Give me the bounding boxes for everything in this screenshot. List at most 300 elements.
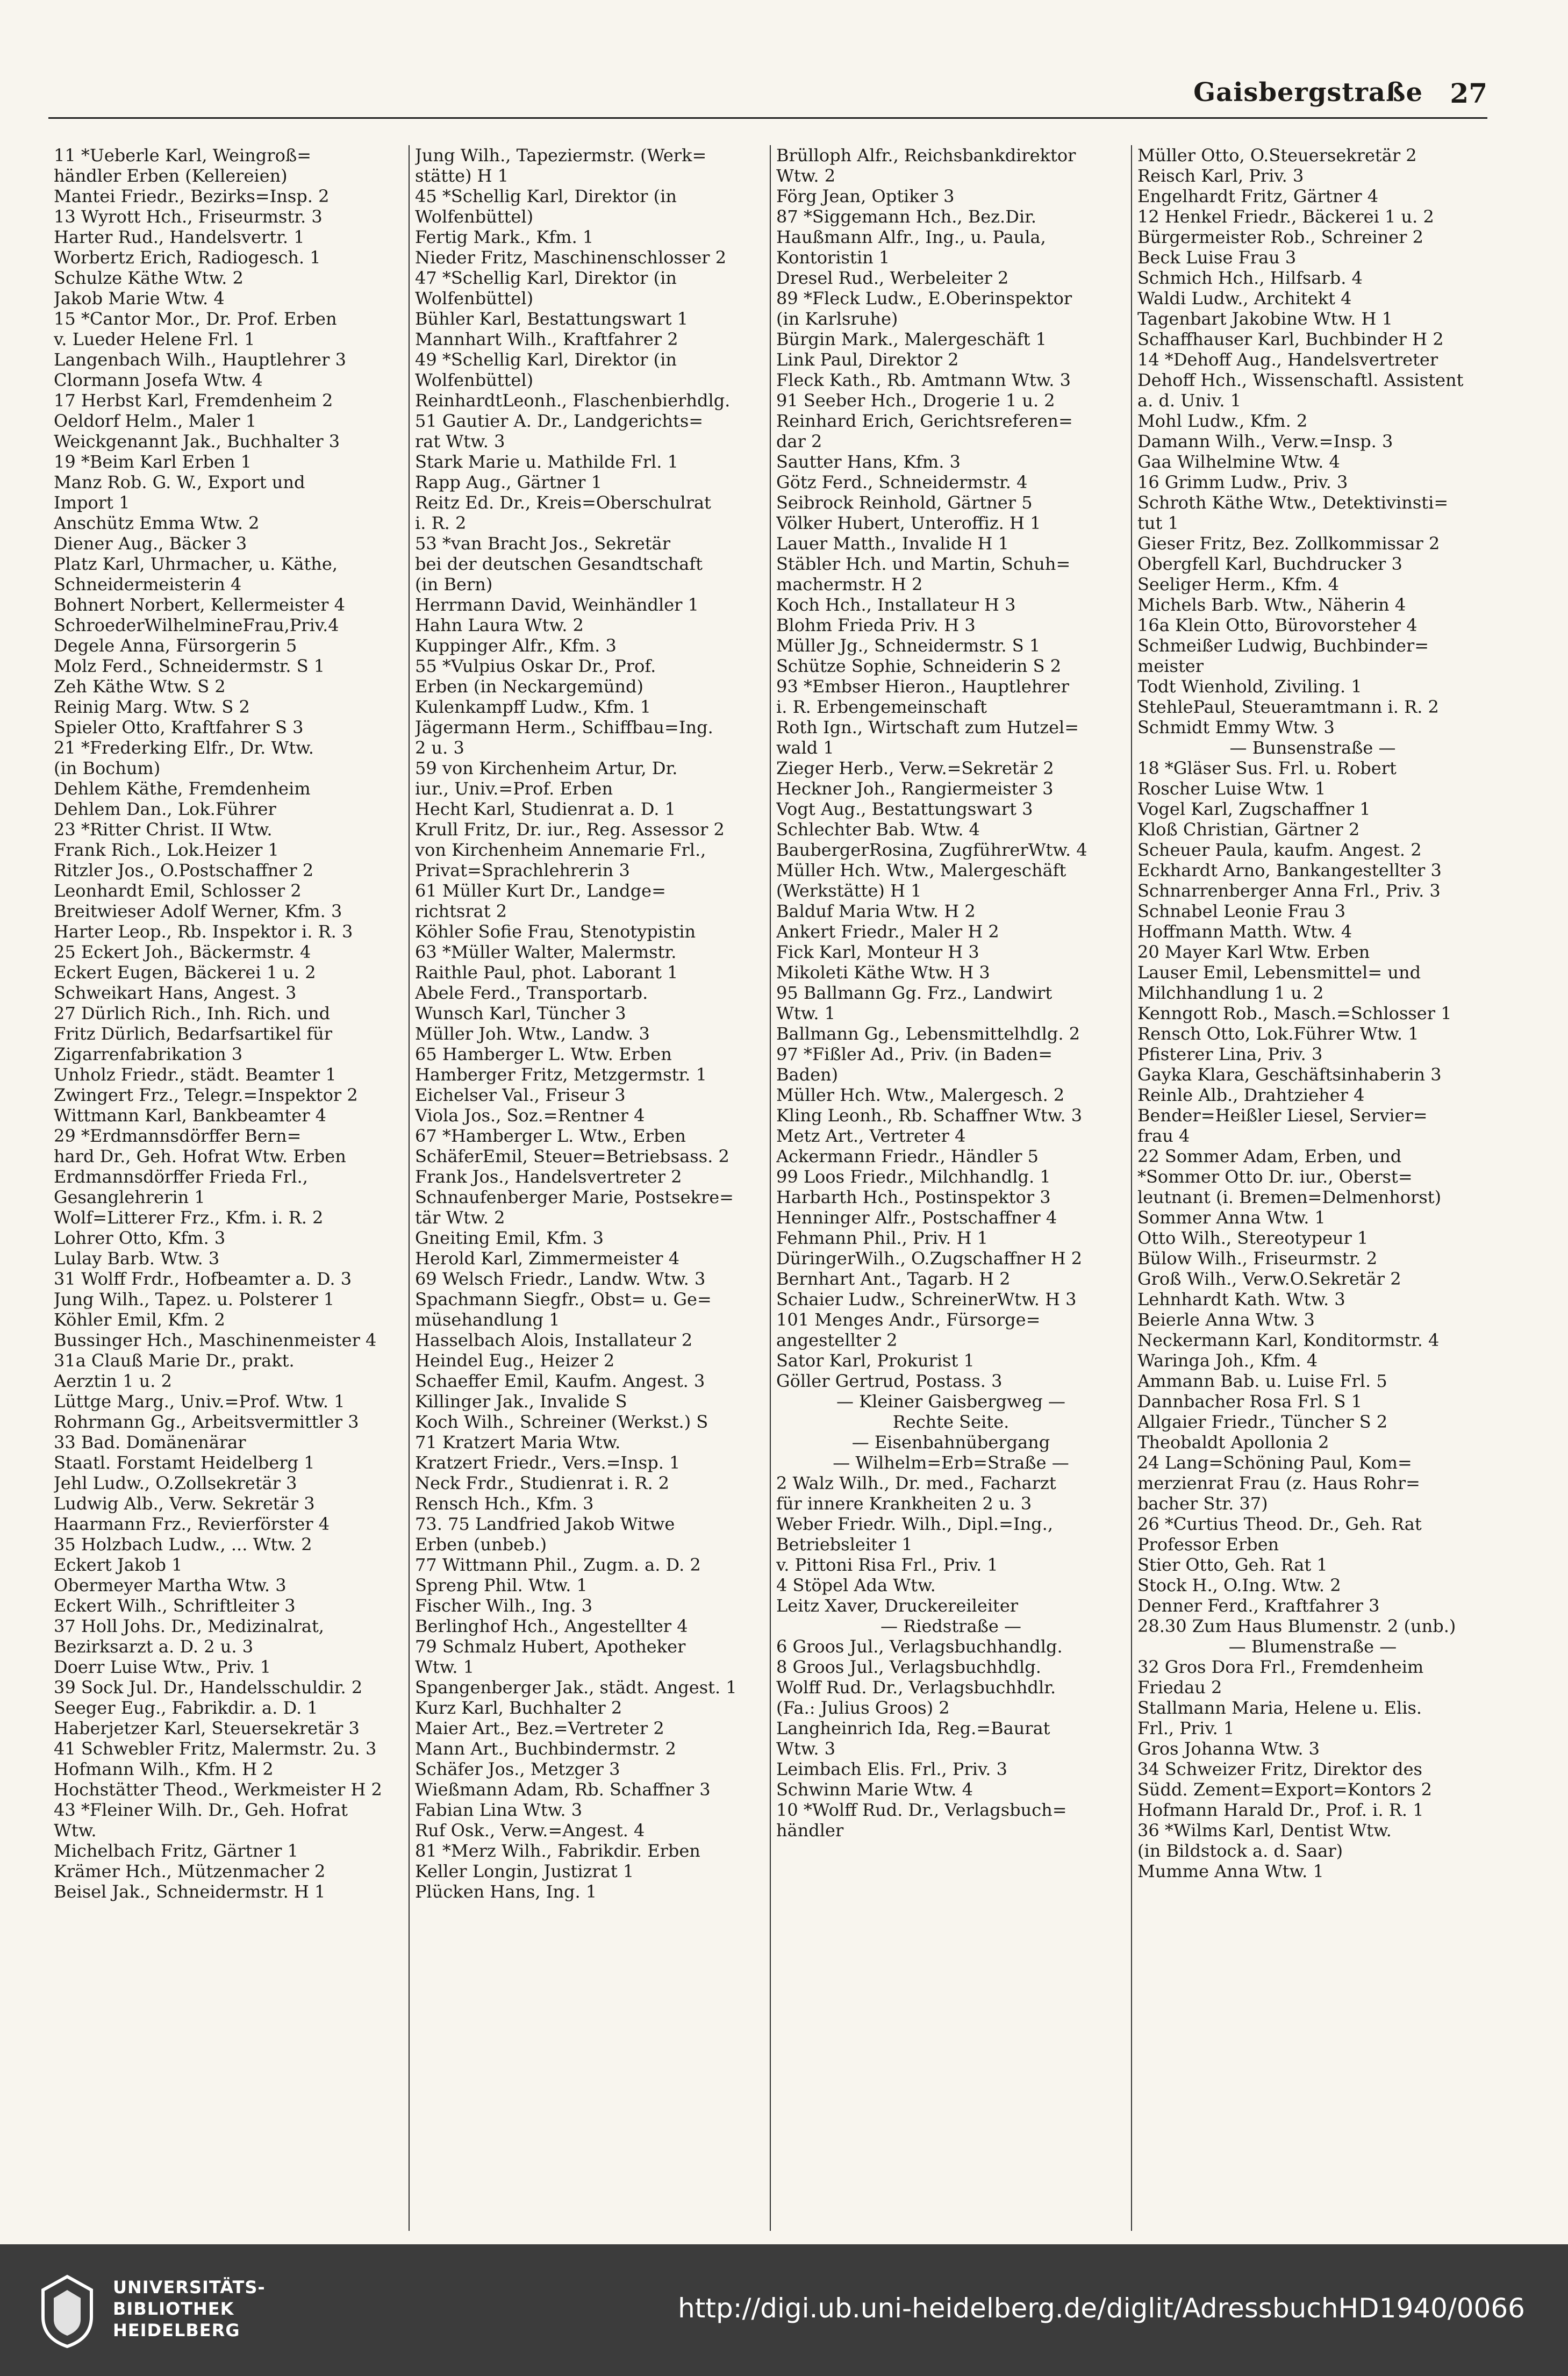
directory-entry: Harter Leop., Rb. Inspektor i. R. 3: [54, 921, 353, 942]
library-logo-text: [113, 2277, 266, 2341]
directory-entry: 21 *Frederking Elfr., Dr. Wtw.: [54, 738, 314, 758]
directory-entry: Leonhardt Emil, Schlosser 2: [54, 881, 302, 901]
directory-entry: Sommer Anna Wtw. 1: [1137, 1207, 1326, 1228]
directory-entry: Milchhandlung 1 u. 2: [1137, 983, 1324, 1003]
directory-entry: Degele Anna, Fürsorgerin 5: [54, 635, 297, 656]
directory-entry: Beck Luise Frau 3: [1137, 247, 1297, 268]
directory-entry: Keller Longin, Justizrat 1: [415, 1861, 634, 1881]
directory-entry: Lulay Barb. Wtw. 3: [54, 1248, 220, 1269]
directory-entry: Stark Marie u. Mathilde Frl. 1: [415, 452, 678, 472]
directory-entry: 77 Wittmann Phil., Zugm. a. D. 2: [415, 1555, 701, 1575]
directory-entry: Clormann Josefa Wtw. 4: [54, 370, 263, 390]
directory-entry: 36 *Wilms Karl, Dentist Wtw.: [1137, 1820, 1392, 1841]
directory-entry: 18 *Gläser Sus. Frl. u. Robert: [1137, 758, 1397, 778]
directory-entry: Mantei Friedr., Bezirks=Insp. 2: [54, 186, 330, 206]
directory-entry: Anschütz Emma Wtw. 2: [54, 513, 260, 533]
directory-entry: — Blumenstraße —: [1228, 1636, 1397, 1657]
directory-entry: Friedau 2: [1137, 1677, 1222, 1698]
directory-entry: SchroederWilhelmineFrau,Priv.4: [54, 615, 339, 635]
directory-entry: 89 *Fleck Ludw., E.Oberinspektor: [776, 288, 1072, 309]
directory-entry: Harter Rud., Handelsvertr. 1: [54, 227, 305, 247]
directory-entry: Fischer Wilh., Ing. 3: [415, 1595, 593, 1616]
directory-entry: Vogel Karl, Zugschaffner 1: [1137, 799, 1371, 819]
directory-entry: Kulenkampff Ludw., Kfm. 1: [415, 697, 651, 717]
directory-entry: (in Bern): [415, 574, 493, 595]
directory-entry: Stock H., O.Ing. Wtw. 2: [1137, 1575, 1341, 1595]
directory-entry: Erdmannsdörffer Frieda Frl.,: [54, 1166, 308, 1187]
directory-entry: Kuppinger Alfr., Kfm. 3: [415, 635, 617, 656]
column-4: [1132, 145, 1493, 2231]
directory-entry: Mann Art., Buchbindermstr. 2: [415, 1738, 676, 1759]
directory-entry: Heckner Joh., Rangiermeister 3: [776, 778, 1054, 799]
directory-entry: Götz Ferd., Schneidermstr. 4: [776, 472, 1028, 492]
directory-entry: Ruf Osk., Verw.=Angest. 4: [415, 1820, 645, 1841]
directory-entry: Privat=Sprachlehrerin 3: [415, 860, 630, 881]
directory-entry: Schwinn Marie Wtw. 4: [776, 1779, 973, 1800]
directory-entry: Rensch Otto, Lok.Führer Wtw. 1: [1137, 1024, 1419, 1044]
directory-entry: Bender=Heißler Liesel, Servier=: [1137, 1105, 1428, 1126]
directory-entry: 93 *Embser Hieron., Hauptlehrer: [776, 676, 1069, 697]
directory-entry: Langheinrich Ida, Reg.=Baurat: [776, 1718, 1050, 1738]
directory-entry: angestellter 2: [776, 1330, 898, 1350]
directory-entry: 61 Müller Kurt Dr., Landge=: [415, 881, 666, 901]
directory-entry: Stier Otto, Geh. Rat 1: [1137, 1555, 1328, 1575]
directory-entry: Gros Johanna Wtw. 3: [1137, 1738, 1320, 1759]
directory-entry: Nieder Fritz, Maschinenschlosser 2: [415, 247, 727, 268]
directory-entry: Fehmann Phil., Priv. H 1: [776, 1228, 989, 1248]
logo-line: BIBLIOTHEK: [113, 2299, 234, 2319]
directory-entry: Spangenberger Jak., städt. Angest. 1: [415, 1677, 737, 1698]
directory-entry: Damann Wilh., Verw.=Insp. 3: [1137, 431, 1393, 452]
directory-entry: Schäfer Jos., Metzger 3: [415, 1759, 620, 1779]
directory-entry: hard Dr., Geh. Hofrat Wtw. Erben: [54, 1146, 346, 1166]
directory-entry: Todt Wienhold, Ziviling. 1: [1137, 676, 1362, 697]
directory-entry: Wolfenbüttel): [415, 288, 534, 309]
directory-entry: 79 Schmalz Hubert, Apotheker: [415, 1636, 686, 1657]
directory-entry: Bernhart Ant., Tagarb. H 2: [776, 1269, 1011, 1289]
directory-entry: iur., Univ.=Prof. Erben: [415, 778, 613, 799]
directory-entry: 16a Klein Otto, Bürovorsteher 4: [1137, 615, 1417, 635]
directory-entry: meister: [1137, 656, 1204, 676]
directory-entry: Rohrmann Gg., Arbeitsvermittler 3: [54, 1412, 359, 1432]
directory-entry: Reinhard Erich, Gerichtsreferen=: [776, 411, 1073, 431]
directory-entry: Roth Ign., Wirtschaft zum Hutzel=: [776, 717, 1079, 738]
directory-entry: i. R. 2: [415, 513, 467, 533]
directory-entry: Mannhart Wilh., Kraftfahrer 2: [415, 329, 678, 349]
logo-line: UNIVERSITÄTS-: [113, 2277, 266, 2298]
directory-entry: Krull Fritz, Dr. iur., Reg. Assessor 2: [415, 819, 725, 840]
directory-entry: 59 von Kirchenheim Artur, Dr.: [415, 758, 678, 778]
directory-entry: 32 Gros Dora Frl., Fremdenheim: [1137, 1657, 1424, 1677]
directory-entry: Henninger Alfr., Postschaffner 4: [776, 1207, 1057, 1228]
directory-entry: Bussinger Hch., Maschinenmeister 4: [54, 1330, 377, 1350]
directory-entry: Schmidt Emmy Wtw. 3: [1137, 717, 1335, 738]
directory-entry: Breitwieser Adolf Werner, Kfm. 3: [54, 901, 342, 921]
directory-entry: Schmeißer Ludwig, Buchbinder=: [1137, 635, 1429, 656]
directory-entry: Schnaufenberger Marie, Postsekre=: [415, 1187, 734, 1207]
directory-entry: DüringerWilh., O.Zugschaffner H 2: [776, 1248, 1083, 1269]
directory-entry: rat Wtw. 3: [415, 431, 505, 452]
directory-entry: Müller Hch. Wtw., Malergeschäft: [776, 860, 1066, 881]
directory-entry: Zeh Käthe Wtw. S 2: [54, 676, 226, 697]
directory-entry: Langenbach Wilh., Hauptlehrer 3: [54, 349, 346, 370]
directory-entry: Viola Jos., Soz.=Rentner 4: [415, 1105, 645, 1126]
directory-entry: Kling Leonh., Rb. Schaffner Wtw. 3: [776, 1105, 1083, 1126]
directory-entry: händler: [776, 1820, 844, 1841]
directory-entry: Metz Art., Vertreter 4: [776, 1126, 966, 1146]
directory-entry: Förg Jean, Optiker 3: [776, 186, 955, 206]
directory-entry: Brülloph Alfr., Reichsbankdirektor: [776, 145, 1076, 166]
directory-entry: Oeldorf Helm., Maler 1: [54, 411, 257, 431]
directory-entry: Hochstätter Theod., Werkmeister H 2: [54, 1779, 382, 1800]
directory-entry: Frank Jos., Handelsvertreter 2: [415, 1166, 682, 1187]
directory-entry: 69 Welsch Friedr., Landw. Wtw. 3: [415, 1269, 706, 1289]
directory-entry: 8 Groos Jul., Verlagsbuchhdlg.: [776, 1657, 1041, 1677]
directory-entry: leutnant (i. Bremen=Delmenhorst): [1137, 1187, 1442, 1207]
directory-entry: 73. 75 Landfried Jakob Witwe: [415, 1514, 675, 1534]
directory-entry: für innere Krankheiten 2 u. 3: [776, 1493, 1032, 1514]
directory-entry: Staatl. Forstamt Heidelberg 1: [54, 1452, 315, 1473]
directory-entry: Fick Karl, Monteur H 3: [776, 942, 979, 962]
directory-entry: Scheuer Paula, kaufm. Angest. 2: [1137, 840, 1422, 860]
directory-entry: 10 *Wolff Rud. Dr., Verlagsbuch=: [776, 1800, 1067, 1820]
directory-entry: 35 Holzbach Ludw., ... Wtw. 2: [54, 1534, 312, 1555]
directory-entry: Völker Hubert, Unteroffiz. H 1: [776, 513, 1041, 533]
directory-entry: Heindel Eug., Heizer 2: [415, 1350, 615, 1371]
directory-entry: Hofmann Harald Dr., Prof. i. R. 1: [1137, 1800, 1424, 1820]
directory-entry: Lauser Emil, Lebensmittel= und: [1137, 962, 1421, 983]
directory-entry: 91 Seeber Hch., Drogerie 1 u. 2: [776, 390, 1055, 411]
directory-entry: Michelbach Fritz, Gärtner 1: [54, 1841, 298, 1861]
directory-entry: 99 Loos Friedr., Milchhandlg. 1: [776, 1166, 1051, 1187]
directory-entry: Gaa Wilhelmine Wtw. 4: [1137, 452, 1340, 472]
directory-entry: 11 *Ueberle Karl, Weingroß=: [54, 145, 312, 166]
directory-entry: Gayka Klara, Geschäftsinhaberin 3: [1137, 1064, 1442, 1085]
directory-entry: Bürgin Mark., Malergeschäft 1: [776, 329, 1047, 349]
directory-entry: Krämer Hch., Mützenmacher 2: [54, 1861, 326, 1881]
directory-entry: Koch Hch., Installateur H 3: [776, 595, 1016, 615]
street-title: Gaisbergstraße: [1193, 77, 1423, 108]
directory-entry: Dehoff Hch., Wissenschaftl. Assistent: [1137, 370, 1464, 390]
directory-entry: Reisch Karl, Priv. 3: [1137, 166, 1304, 186]
directory-entry: Wtw.: [54, 1820, 97, 1841]
directory-entry: 27 Dürlich Rich., Inh. Rich. und: [54, 1003, 331, 1024]
directory-entry: Eckert Jakob 1: [54, 1555, 183, 1575]
directory-entry: Hoffmann Matth. Wtw. 4: [1137, 921, 1352, 942]
directory-entry: — Kleiner Gaisbergweg —: [836, 1391, 1065, 1412]
directory-entry: Reinle Alb., Drahtzieher 4: [1137, 1085, 1365, 1105]
directory-entry: 25 Eckert Joh., Bäckermstr. 4: [54, 942, 311, 962]
directory-entry: Seeger Eug., Fabrikdir. a. D. 1: [54, 1698, 318, 1718]
column-3: [771, 145, 1132, 2231]
directory-entry: Wtw. 1: [415, 1657, 475, 1677]
directory-entry: Plücken Hans, Ing. 1: [415, 1881, 597, 1902]
directory-entry: 15 *Cantor Mor., Dr. Prof. Erben: [54, 309, 337, 329]
directory-entry: Harbarth Hch., Postinspektor 3: [776, 1187, 1051, 1207]
directory-entry: Spachmann Siegfr., Obst= u. Ge=: [415, 1289, 712, 1309]
directory-entry: Köhler Sofie Frau, Stenotypistin: [415, 921, 696, 942]
directory-entry: Beisel Jak., Schneidermstr. H 1: [54, 1881, 326, 1902]
directory-entry: Lauer Matth., Invalide H 1: [776, 533, 1009, 554]
directory-entry: 4 Stöpel Ada Wtw.: [776, 1575, 936, 1595]
directory-entry: Südd. Zement=Export=Kontors 2: [1137, 1779, 1432, 1800]
directory-entry: 39 Sock Jul. Dr., Handelsschuldir. 2: [54, 1677, 363, 1698]
directory-entry: Engelhardt Fritz, Gärtner 4: [1137, 186, 1379, 206]
directory-entry: Köhler Emil, Kfm. 2: [54, 1309, 225, 1330]
directory-entry: Eckert Wilh., Schriftleiter 3: [54, 1595, 296, 1616]
directory-entry: Diener Aug., Bäcker 3: [54, 533, 247, 554]
directory-entry: Reitz Ed. Dr., Kreis=Oberschulrat: [415, 492, 711, 513]
directory-entry: Michels Barb. Wtw., Näherin 4: [1137, 595, 1406, 615]
directory-entry: Zieger Herb., Verw.=Sekretär 2: [776, 758, 1054, 778]
directory-entry: Maier Art., Bez.=Vertreter 2: [415, 1718, 664, 1738]
directory-entry: richtsrat 2: [415, 901, 507, 921]
directory-entry: Rapp Aug., Gärtner 1: [415, 472, 602, 492]
directory-entry: *Sommer Otto Dr. iur., Oberst=: [1137, 1166, 1413, 1187]
directory-entry: Gieser Fritz, Bez. Zollkommissar 2: [1137, 533, 1440, 554]
directory-entry: Fleck Kath., Rb. Amtmann Wtw. 3: [776, 370, 1071, 390]
directory-entry: Gesanglehrerin 1: [54, 1187, 205, 1207]
directory-entry: Jakob Marie Wtw. 4: [54, 288, 225, 309]
directory-entry: Wolfenbüttel): [415, 206, 534, 227]
directory-entry: 101 Menges Andr., Fürsorge=: [776, 1309, 1041, 1330]
directory-entry: Müller Hch. Wtw., Malergesch. 2: [776, 1085, 1065, 1105]
directory-entry: Rechte Seite.: [892, 1412, 1009, 1432]
directory-entry: Wießmann Adam, Rb. Schaffner 3: [415, 1779, 711, 1800]
directory-entry: Leitz Xaver, Druckereileiter: [776, 1595, 1019, 1616]
directory-entry: Jehl Ludw., O.Zollsekretär 3: [54, 1473, 297, 1493]
directory-entry: Schneidermeisterin 4: [54, 574, 242, 595]
directory-entry: Kenngott Rob., Masch.=Schlosser 1: [1137, 1003, 1452, 1024]
directory-entry: Lüttge Marg., Univ.=Prof. Wtw. 1: [54, 1391, 345, 1412]
directory-entry: 97 *Fißler Ad., Priv. (in Baden=: [776, 1044, 1053, 1064]
directory-entry: Schütze Sophie, Schneiderin S 2: [776, 656, 1062, 676]
directory-entry: Müller Jg., Schneidermstr. S 1: [776, 635, 1041, 656]
directory-entry: Kratzert Friedr., Vers.=Insp. 1: [415, 1452, 681, 1473]
directory-entry: Wtw. 2: [776, 166, 836, 186]
directory-entry: (Werkstätte) H 1: [776, 881, 922, 901]
column-1: [48, 145, 410, 2231]
directory-entry: Eckhardt Arno, Bankangestellter 3: [1137, 860, 1442, 881]
directory-entry: Neckermann Karl, Konditormstr. 4: [1137, 1330, 1440, 1350]
directory-entry: Wunsch Karl, Tüncher 3: [415, 1003, 626, 1024]
directory-entry: Fertig Mark., Kfm. 1: [415, 227, 594, 247]
directory-entry: (in Bildstock a. d. Saar): [1137, 1841, 1343, 1861]
directory-entry: SchäferEmil, Steuer=Betriebsass. 2: [415, 1146, 729, 1166]
directory-entry: Ammann Bab. u. Luise Frl. 5: [1137, 1371, 1387, 1391]
directory-entry: Bühler Karl, Bestattungswart 1: [415, 309, 689, 329]
directory-entry: Raithle Paul, phot. Laborant 1: [415, 962, 678, 983]
directory-entry: Bülow Wilh., Friseurmstr. 2: [1137, 1248, 1378, 1269]
directory-entry: Leimbach Elis. Frl., Priv. 3: [776, 1759, 1007, 1779]
directory-entry: Dannbacher Rosa Frl. S 1: [1137, 1391, 1363, 1412]
directory-entry: Hofmann Wilh., Kfm. H 2: [54, 1759, 274, 1779]
directory-entry: 28.30 Zum Haus Blumenstr. 2 (unb.): [1137, 1616, 1456, 1636]
directory-entry: ReinhardtLeonh., Flaschenbierhdlg.: [415, 390, 731, 411]
directory-entry: Frl., Priv. 1: [1137, 1718, 1235, 1738]
directory-entry: Jung Wilh., Tapez. u. Polsterer 1: [54, 1289, 335, 1309]
directory-entry: Pfisterer Lina, Priv. 3: [1137, 1044, 1323, 1064]
directory-entry: Sator Karl, Prokurist 1: [776, 1350, 975, 1371]
directory-entry: Theobaldt Apollonia 2: [1137, 1432, 1329, 1452]
directory-entry: Denner Ferd., Kraftfahrer 3: [1137, 1595, 1380, 1616]
directory-entry: 13 Wyrott Hch., Friseurmstr. 3: [54, 206, 323, 227]
directory-entry: Ritzler Jos., O.Postschaffner 2: [54, 860, 314, 881]
directory-entry: Göller Gertrud, Postass. 3: [776, 1371, 1003, 1391]
directory-entry: 55 *Vulpius Oskar Dr., Prof.: [415, 656, 656, 676]
directory-entry: Hecht Karl, Studienrat a. D. 1: [415, 799, 676, 819]
directory-entry: Link Paul, Direktor 2: [776, 349, 959, 370]
directory-entry: Bohnert Norbert, Kellermeister 4: [54, 595, 345, 615]
page-number: 27: [1450, 77, 1487, 109]
directory-entry: 87 *Siggemann Hch., Bez.Dir.: [776, 206, 1037, 227]
directory-entry: (in Karlsruhe): [776, 309, 898, 329]
directory-entry: Wtw. 3: [776, 1738, 836, 1759]
university-seal-icon: [38, 2274, 97, 2349]
directory-entry: dar 2: [776, 431, 822, 452]
directory-entry: Erben (unbeb.): [415, 1534, 547, 1555]
directory-entry: 6 Groos Jul., Verlagsbuchhandlg.: [776, 1636, 1063, 1657]
directory-entry: 71 Kratzert Maria Wtw.: [415, 1432, 621, 1452]
directory-entry: 19 *Beim Karl Erben 1: [54, 452, 252, 472]
directory-entry: Müller Joh. Wtw., Landw. 3: [415, 1024, 650, 1044]
directory-entry: Weickgenannt Jak., Buchhalter 3: [54, 431, 340, 452]
directory-entry: Lehnhardt Kath. Wtw. 3: [1137, 1289, 1345, 1309]
directory-entry: Platz Karl, Uhrmacher, u. Käthe,: [54, 554, 338, 574]
directory-entry: Zigarrenfabrikation 3: [54, 1044, 243, 1064]
directory-entry: Schweikart Hans, Angest. 3: [54, 983, 297, 1003]
directory-entry: Wolff Rud. Dr., Verlagsbuchhdlr.: [776, 1677, 1056, 1698]
directory-entry: Schnabel Leonie Frau 3: [1137, 901, 1346, 921]
directory-entry: tut 1: [1137, 513, 1179, 533]
directory-entry: Vogt Aug., Bestattungswart 3: [776, 799, 1033, 819]
directory-entry: i. R. Erbengemeinschaft: [776, 697, 987, 717]
directory-entry: BaubergerRosina, ZugführerWtw. 4: [776, 840, 1087, 860]
directory-entry: Fabian Lina Wtw. 3: [415, 1800, 583, 1820]
directory-entry: Killinger Jak., Invalide S: [415, 1391, 627, 1412]
directory-entry: 41 Schwebler Fritz, Malermstr. 2u. 3: [54, 1738, 377, 1759]
directory-entry: 37 Holl Johs. Dr., Medizinalrat,: [54, 1616, 324, 1636]
directory-entry: — Riedstraße —: [880, 1616, 1022, 1636]
directory-entry: 12 Henkel Friedr., Bäckerei 1 u. 2: [1137, 206, 1434, 227]
directory-entry: Bürgermeister Rob., Schreiner 2: [1137, 227, 1423, 247]
directory-entry: Import 1: [54, 492, 130, 513]
directory-entry: Professor Erben: [1137, 1534, 1279, 1555]
directory-entry: 20 Mayer Karl Wtw. Erben: [1137, 942, 1370, 962]
directory-entry: Müller Otto, O.Steuersekretär 2: [1137, 145, 1417, 166]
directory-entry: Eckert Eugen, Bäckerei 1 u. 2: [54, 962, 316, 983]
directory-entry: merzienrat Frau (z. Haus Rohr=: [1137, 1473, 1420, 1493]
directory-entry: Neck Frdr., Studienrat i. R. 2: [415, 1473, 670, 1493]
directory-entry: Stäbler Hch. und Martin, Schuh=: [776, 554, 1071, 574]
directory-entry: Hamberger Fritz, Metzgermstr. 1: [415, 1064, 707, 1085]
directory-entry: Kontoristin 1: [776, 247, 890, 268]
directory-entry: Rensch Hch., Kfm. 3: [415, 1493, 594, 1514]
directory-entry: Schaffhauser Karl, Buchbinder H 2: [1137, 329, 1444, 349]
directory-entry: Herrmann David, Weinhändler 1: [415, 595, 699, 615]
directory-entry: Obermeyer Martha Wtw. 3: [54, 1575, 287, 1595]
directory-entry: Hahn Laura Wtw. 2: [415, 615, 584, 635]
directory-entry: Ankert Friedr., Maler H 2: [776, 921, 999, 942]
directory-entry: wald 1: [776, 738, 834, 758]
directory-entry: StehlePaul, Steueramtmann i. R. 2: [1137, 697, 1439, 717]
directory-entry: — Bunsenstraße —: [1229, 738, 1396, 758]
directory-entry: Ackermann Friedr., Händler 5: [776, 1146, 1039, 1166]
directory-entry: Gneiting Emil, Kfm. 3: [415, 1228, 604, 1248]
directory-entry: 16 Grimm Ludw., Priv. 3: [1137, 472, 1348, 492]
directory-entry: 49 *Schellig Karl, Direktor (in: [415, 349, 677, 370]
columns-container: [48, 145, 1494, 2231]
directory-entry: Hasselbach Alois, Installateur 2: [415, 1330, 693, 1350]
directory-entry: 81 *Merz Wilh., Fabrikdir. Erben: [415, 1841, 700, 1861]
directory-entry: Dehlem Käthe, Fremdenheim: [54, 778, 311, 799]
directory-entry: Wolf=Litterer Frz., Kfm. i. R. 2: [54, 1207, 324, 1228]
directory-entry: Erben (in Neckargemünd): [415, 676, 643, 697]
source-url-link[interactable]: http://digi.ub.uni-heidelberg.de/diglit/AdressbuchHD1940/0066: [678, 2293, 1525, 2324]
directory-entry: (in Bochum): [54, 758, 161, 778]
directory-entry: Blohm Frieda Priv. H 3: [776, 615, 976, 635]
directory-entry: Herold Karl, Zimmermeister 4: [415, 1248, 680, 1269]
directory-entry: v. Lueder Helene Frl. 1: [54, 329, 255, 349]
directory-entry: 67 *Hamberger L. Wtw., Erben: [415, 1126, 686, 1146]
directory-entry: 29 *Erdmannsdörffer Bern=: [54, 1126, 302, 1146]
directory-entry: 51 Gautier A. Dr., Landgerichts=: [415, 411, 704, 431]
directory-entry: händler Erben (Kellereien): [54, 166, 288, 186]
column-2: [410, 145, 771, 2231]
directory-entry: 22 Sommer Adam, Erben, und: [1137, 1146, 1402, 1166]
directory-entry: — Eisenbahnübergang: [851, 1432, 1050, 1452]
directory-entry: stätte) H 1: [415, 166, 509, 186]
directory-entry: — Wilhelm=Erb=Straße —: [833, 1452, 1069, 1473]
directory-entry: von Kirchenheim Annemarie Frl.,: [415, 840, 706, 860]
directory-entry: Mohl Ludw., Kfm. 2: [1137, 411, 1308, 431]
directory-entry: Haußmann Alfr., Ing., u. Paula,: [776, 227, 1046, 247]
directory-entry: Jung Wilh., Tapeziermstr. (Werk=: [415, 145, 707, 166]
directory-entry: 43 *Fleiner Wilh. Dr., Geh. Hofrat: [54, 1800, 348, 1820]
directory-entry: v. Pittoni Risa Frl., Priv. 1: [776, 1555, 998, 1575]
directory-entry: Schnarrenberger Anna Frl., Priv. 3: [1137, 881, 1441, 901]
directory-entry: Zwingert Frz., Telegr.=Inspektor 2: [54, 1085, 358, 1105]
library-footer: [0, 2244, 1568, 2376]
directory-entry: Wolfenbüttel): [415, 370, 534, 390]
directory-entry: Roscher Luise Wtw. 1: [1137, 778, 1326, 799]
directory-entry: (Fa.: Julius Groos) 2: [776, 1698, 950, 1718]
directory-entry: Doerr Luise Wtw., Priv. 1: [54, 1657, 271, 1677]
directory-entry: Weber Friedr. Wilh., Dipl.=Ing.,: [776, 1514, 1053, 1534]
directory-entry: 24 Lang=Schöning Paul, Kom=: [1137, 1452, 1412, 1473]
directory-entry: Schroth Käthe Wtw., Detektivinsti=: [1137, 492, 1449, 513]
directory-entry: Aerztin 1 u. 2: [54, 1371, 172, 1391]
directory-entry: Mikoleti Käthe Wtw. H 3: [776, 962, 990, 983]
directory-entry: Seibrock Reinhold, Gärtner 5: [776, 492, 1033, 513]
directory-entry: Dehlem Dan., Lok.Führer: [54, 799, 276, 819]
directory-entry: Fritz Dürlich, Bedarfsartikel für: [54, 1024, 333, 1044]
directory-entry: Schaeffer Emil, Kaufm. Angest. 3: [415, 1371, 705, 1391]
directory-entry: Haberjetzer Karl, Steuersekretär 3: [54, 1718, 360, 1738]
directory-entry: Obergfell Karl, Buchdrucker 3: [1137, 554, 1402, 574]
directory-entry: Beierle Anna Wtw. 3: [1137, 1309, 1315, 1330]
directory-entry: Stallmann Maria, Helene u. Elis.: [1137, 1698, 1422, 1718]
directory-entry: bei der deutschen Gesandtschaft: [415, 554, 703, 574]
directory-entry: Ludwig Alb., Verw. Sekretär 3: [54, 1493, 315, 1514]
directory-entry: Seeliger Herm., Kfm. 4: [1137, 574, 1339, 595]
directory-entry: Molz Ferd., Schneidermstr. S 1: [54, 656, 325, 676]
directory-entry: Haarmann Frz., Revierförster 4: [54, 1514, 330, 1534]
directory-entry: Balduf Maria Wtw. H 2: [776, 901, 976, 921]
directory-entry: 34 Schweizer Fritz, Direktor des: [1137, 1759, 1422, 1779]
directory-entry: Frank Rich., Lok.Heizer 1: [54, 840, 279, 860]
directory-entry: Kloß Christian, Gärtner 2: [1137, 819, 1360, 840]
